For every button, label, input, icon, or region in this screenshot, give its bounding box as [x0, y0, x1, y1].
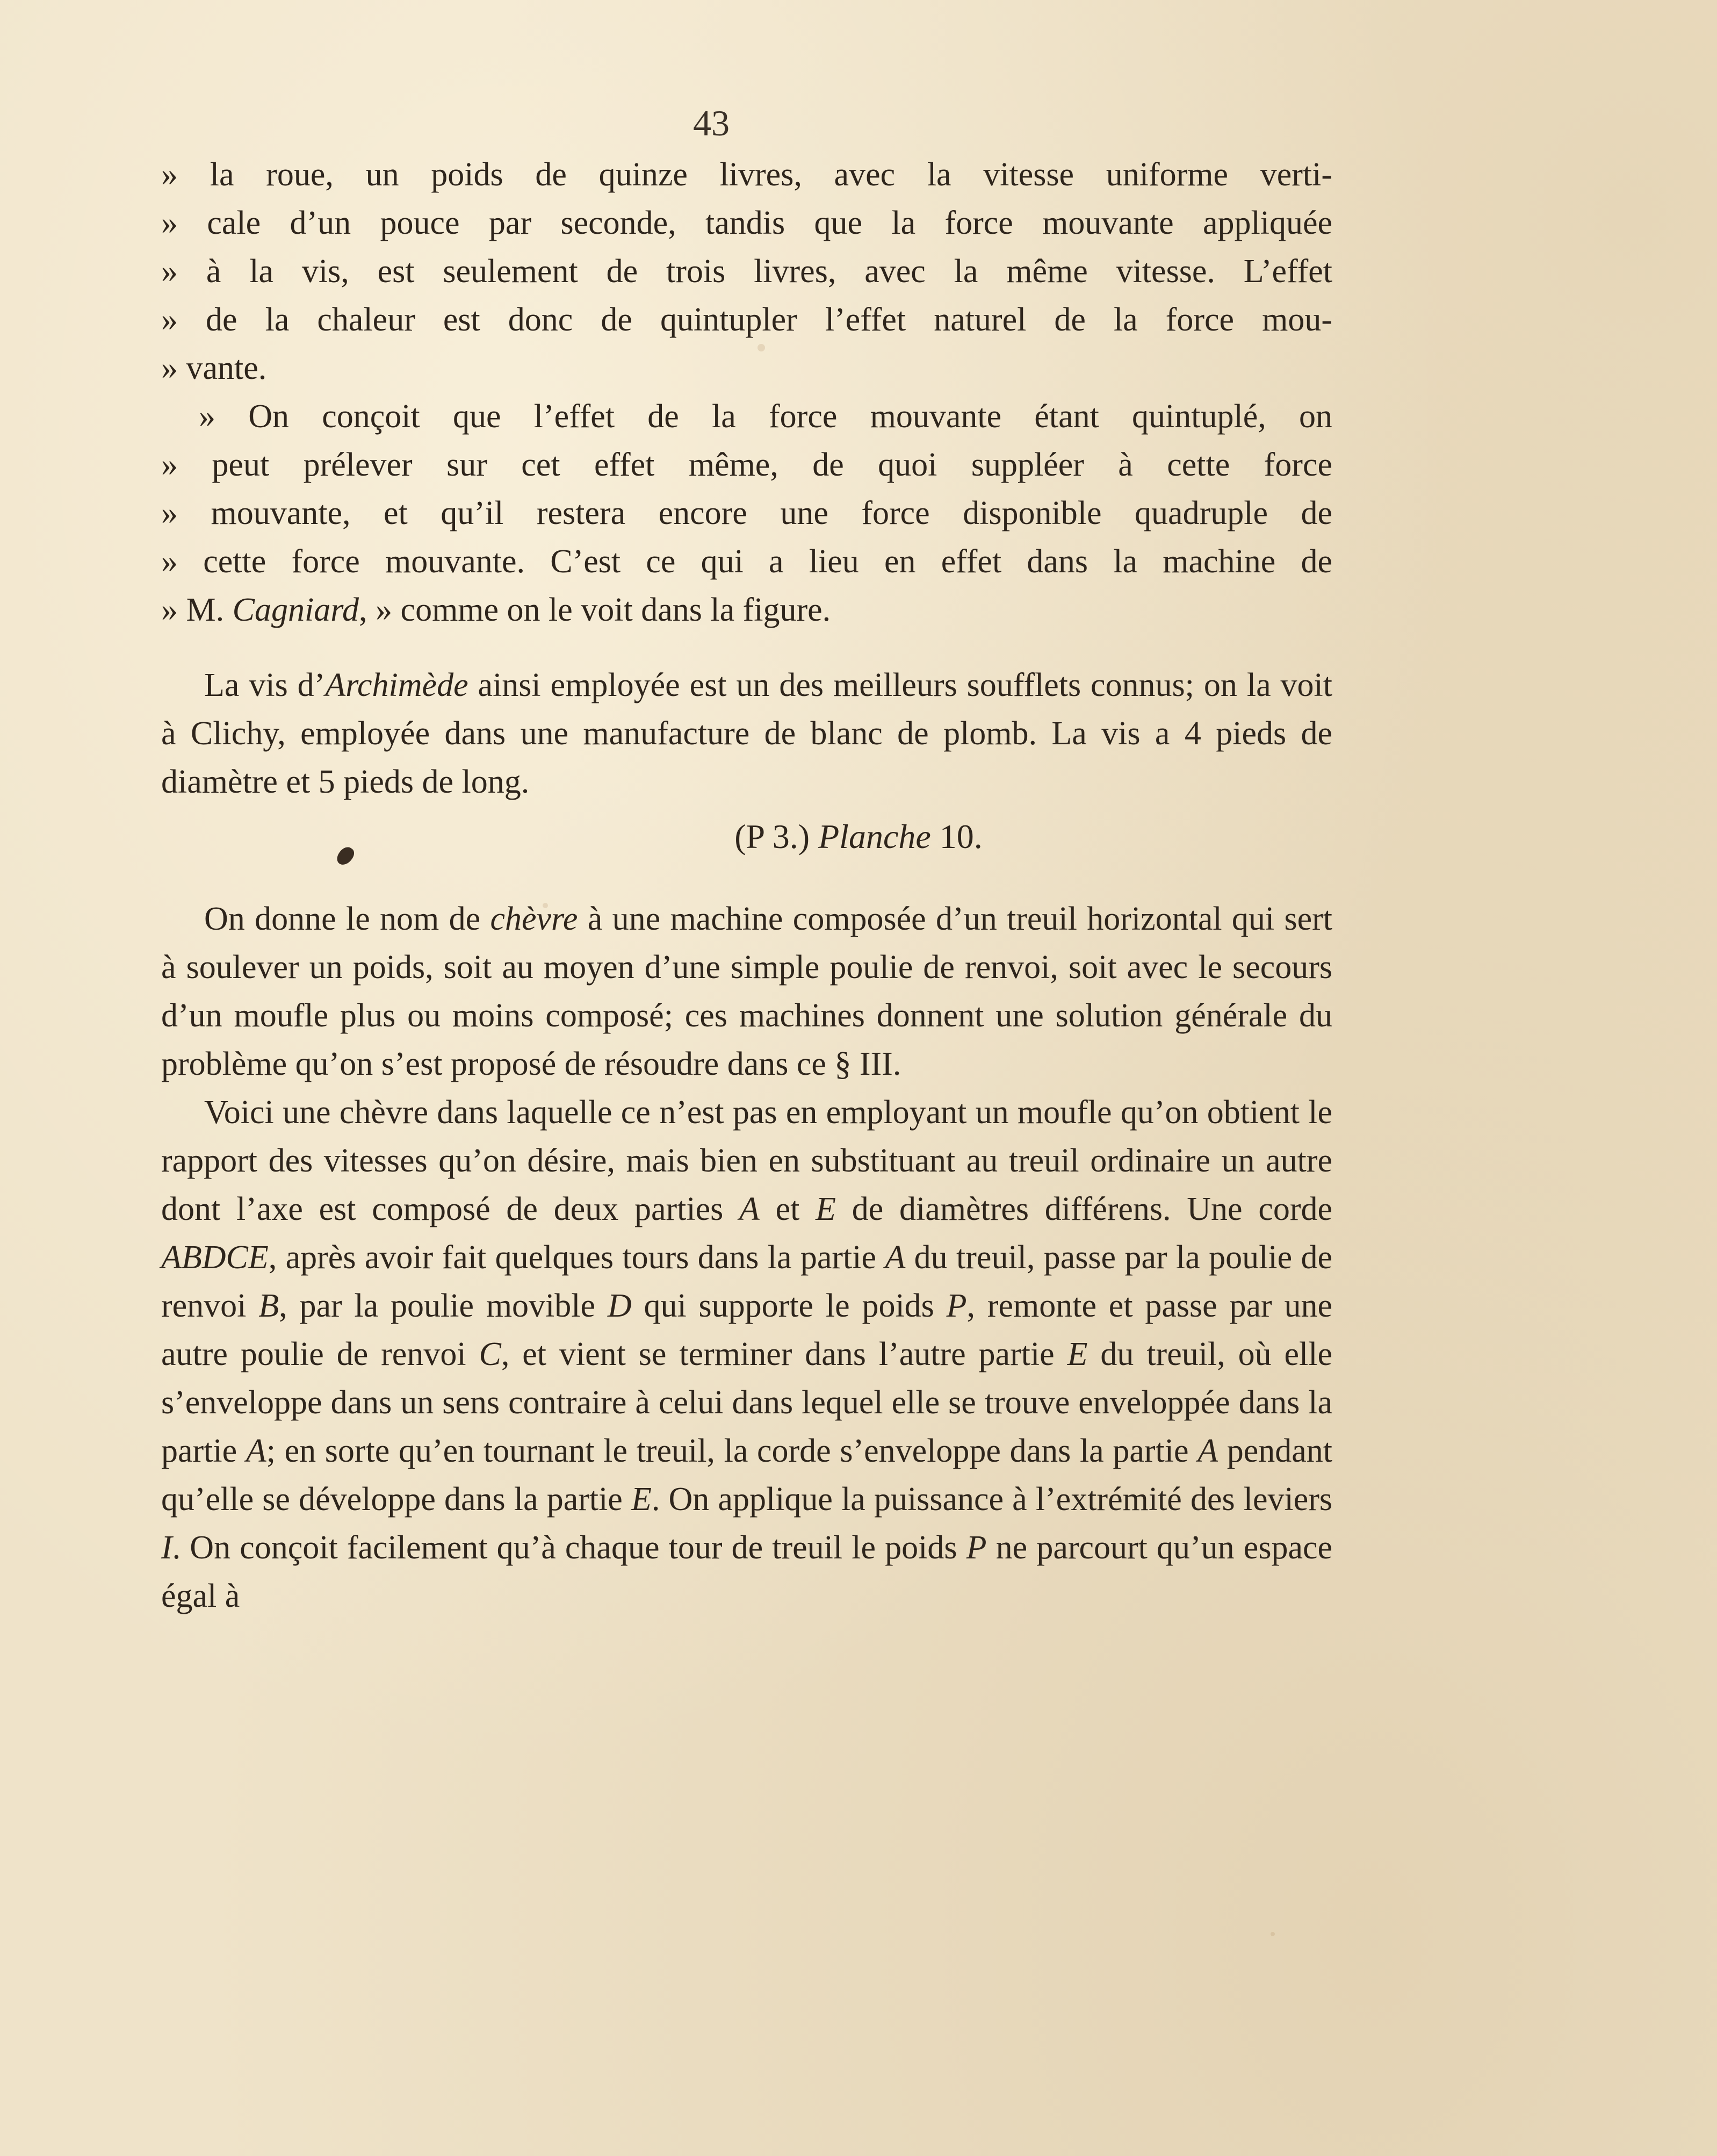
paragraph-archimede	[161, 661, 1332, 806]
paragraph-text: qui supporte le poids	[631, 1288, 947, 1324]
paragraph-italic-letter: A	[246, 1433, 266, 1469]
paragraph-text: de diamètres différens. Une corde	[836, 1191, 1333, 1227]
section-heading-title: Planche	[818, 817, 931, 856]
paragraph-text: . On applique la puissance à l’extrémité des leviers	[651, 1481, 1332, 1518]
paragraph-italic-letter: E	[816, 1191, 836, 1227]
paragraph-text: La vis d’	[204, 667, 326, 703]
paragraph-text: à une machine composée d’un treuil horizontal qui sert à soulever un poids, soit au moyen d’une simple poulie de renvoi, soit avec le secours d’un moufle plus ou moins composé; ces machines donnent une solution générale du problème qu’on s’est proposé de résoudre dans ce § III.	[161, 901, 1333, 1082]
quote-line: » de la chaleur est donc de quintupler l’effet naturel de la force mou-	[161, 301, 1332, 338]
paragraph-italic-letter: I	[161, 1529, 172, 1566]
section-heading	[0, 817, 1717, 857]
paragraph-text: et	[759, 1191, 816, 1227]
paragraph-text: , remonte et passe par une autre poulie de renvoi	[161, 1288, 1333, 1372]
paragraph-text: On donne le nom de	[204, 901, 490, 937]
quote-line: » la roue, un poids de quinze livres, avec la vitesse uniforme verti-	[161, 156, 1332, 193]
paragraph-text: , après avoir fait quelques tours dans la partie	[268, 1239, 885, 1276]
paragraph-voici	[161, 1088, 1332, 1620]
paragraph-text: Voici une chèvre dans laquelle ce n’est pas en employant un moufle qu’on obtient le rapport des vitesses qu’on désire, mais bien en substituant au treuil ordinaire un autre dont l’axe est composé de deux parties	[161, 1094, 1332, 1227]
paragraph-chevre	[161, 895, 1332, 1088]
paragraph-italic-letter: A	[739, 1191, 760, 1227]
quote-line-cagniard	[161, 586, 1332, 634]
quote-line-italic-name: Cagniard	[232, 592, 359, 628]
section-heading-prefix: (P 3.)	[734, 817, 810, 856]
paragraph-italic-letter: P	[946, 1288, 967, 1324]
paragraph-text: , et vient se terminer dans l’autre partie	[501, 1336, 1067, 1372]
quote-line: » vante.	[161, 350, 267, 386]
paragraph-text: du treuil, où elle s’enveloppe dans un sens contraire à celui dans lequel elle se trouve enveloppée dans la partie	[161, 1336, 1332, 1469]
paragraph-text: ne parcourt qu’un espace égal à	[161, 1529, 1332, 1614]
page-number: 43	[693, 103, 730, 143]
section-heading-number: 10.	[939, 817, 983, 856]
paragraph-text: pendant qu’elle se développe dans la partie	[161, 1433, 1333, 1518]
quoted-passage	[161, 150, 1332, 634]
paper-stain	[1271, 1932, 1275, 1936]
paragraph-italic-letter: E	[631, 1481, 652, 1518]
paragraph-text: du treuil, passe par la poulie de renvoi	[161, 1239, 1332, 1324]
paragraph-italic-term: Archimède	[325, 667, 468, 703]
body-text	[161, 895, 1332, 1620]
paragraph-italic-letter: E	[1067, 1336, 1088, 1372]
quote-line: » à la vis, est seulement de trois livres, avec la même vitesse. L’effet	[161, 253, 1332, 290]
paragraph-italic-term: chèvre	[490, 901, 578, 937]
quote-line: » mouvante, et qu’il restera encore une force disponible quadruple de	[161, 495, 1332, 531]
quote-line: » cale d’un pouce par seconde, tandis que la force mouvante appliquée	[161, 205, 1332, 241]
paragraph-italic-letter: P	[966, 1529, 987, 1566]
paragraph-italic-letter: ABDCE	[161, 1239, 269, 1276]
paragraph-text: . On conçoit facilement qu’à chaque tour de treuil le poids	[172, 1529, 966, 1566]
paragraph-italic-letter: A	[1197, 1433, 1218, 1469]
quote-line: » peut prélever sur cet effet même, de quoi suppléer à cette force	[161, 447, 1332, 483]
quote-line-text: , » comme on le voit dans la figure.	[359, 592, 831, 628]
paragraph-italic-letter: B	[258, 1288, 279, 1324]
paragraph-italic-letter: D	[607, 1288, 632, 1324]
quote-line: » cette force mouvante. C’est ce qui a lieu en effet dans la machine de	[161, 543, 1332, 580]
paragraph-italic-letter: A	[885, 1239, 906, 1276]
quote-line: » On conçoit que l’effet de la force mouvante étant quintuplé, on	[199, 398, 1332, 435]
paragraph-text: , par la poulie movible	[279, 1288, 608, 1324]
paragraph-italic-letter: C	[479, 1336, 501, 1372]
paragraph-text: ; en sorte qu’en tournant le treuil, la corde s’enveloppe dans la partie	[266, 1433, 1198, 1469]
quote-line-text: » M.	[161, 592, 233, 628]
paragraph-text: ainsi employée est un des meilleurs soufflets connus; on la voit à Clichy, employée dans une manufacture de blanc de plomb. La vis a 4 pieds de diamètre et 5 pieds de long.	[161, 667, 1332, 800]
